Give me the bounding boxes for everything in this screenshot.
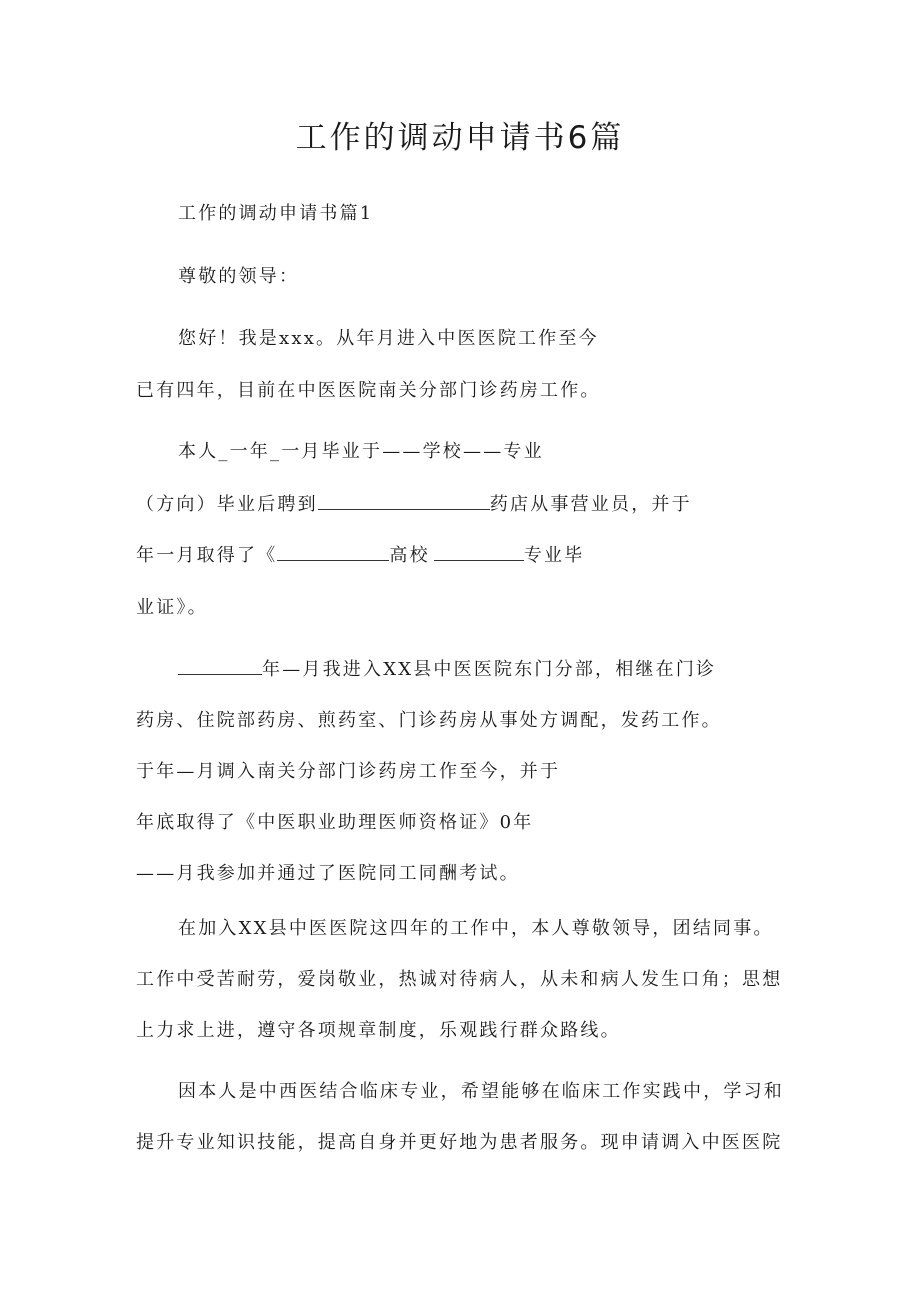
fill-in-blank [277, 542, 389, 561]
fill-in-blank [434, 542, 524, 561]
paragraph-line: 于年—月调入南关分部门诊药房工作至今，并于 [136, 761, 561, 782]
section-heading: 工作的调动申请书篇1 [178, 203, 374, 224]
paragraph-line: 已有四年，目前在中医医院南关分部门诊药房工作。 [136, 380, 601, 401]
paragraph-line: 在加入XX县中医医院这四年的工作中，本人尊敬领导，团结同事。 [178, 918, 774, 939]
text-segment: （方向）毕业后聘到 [136, 494, 318, 515]
paragraph-line [136, 490, 692, 520]
paragraph-line: 业证》。 [136, 597, 208, 618]
paragraph-line [136, 541, 584, 571]
paragraph-line [178, 655, 716, 685]
paragraph-line: 您好！我是xxx。从年月进入中医医院工作至今 [178, 328, 599, 349]
document-title: 工作的调动申请书6篇 [295, 120, 625, 156]
fill-in-blank [178, 656, 262, 675]
paragraph-line: 本人_一年_一月毕业于——学校——专业 [178, 441, 544, 462]
paragraph-line: 药房、住院部药房、煎药室、门诊药房从事处方调配，发药工作。 [136, 710, 722, 731]
text-segment: 年—月我进入XX县中医医院东门分部，相继在门诊 [262, 659, 717, 680]
text-segment: 专业毕 [523, 545, 585, 566]
text-segment: 药店从事营业员，并于 [489, 494, 692, 515]
paragraph-line: 年底取得了《中医职业助理医师资格证》0年 [136, 812, 534, 833]
text-segment: 高校 [389, 545, 430, 566]
text-segment: 年一月取得了《 [136, 545, 278, 566]
paragraph-line: 提升专业知识技能，提高自身并更好地为患者服务。现申请调入中医医院 [136, 1132, 783, 1153]
paragraph-line: ——月我参加并通过了医院同工同酬考试。 [136, 863, 520, 884]
salutation: 尊敬的领导： [178, 266, 300, 287]
paragraph-line: 因本人是中西医结合临床专业，希望能够在临床工作实践中，学习和 [178, 1081, 784, 1102]
paragraph-line: 上力求上进，遵守各项规章制度，乐观践行群众路线。 [136, 1020, 621, 1041]
fill-in-blank [318, 491, 490, 510]
paragraph-line: 工作中受苦耐劳，爱岗敬业，热诚对待病人，从未和病人发生口角；思想 [136, 969, 783, 990]
